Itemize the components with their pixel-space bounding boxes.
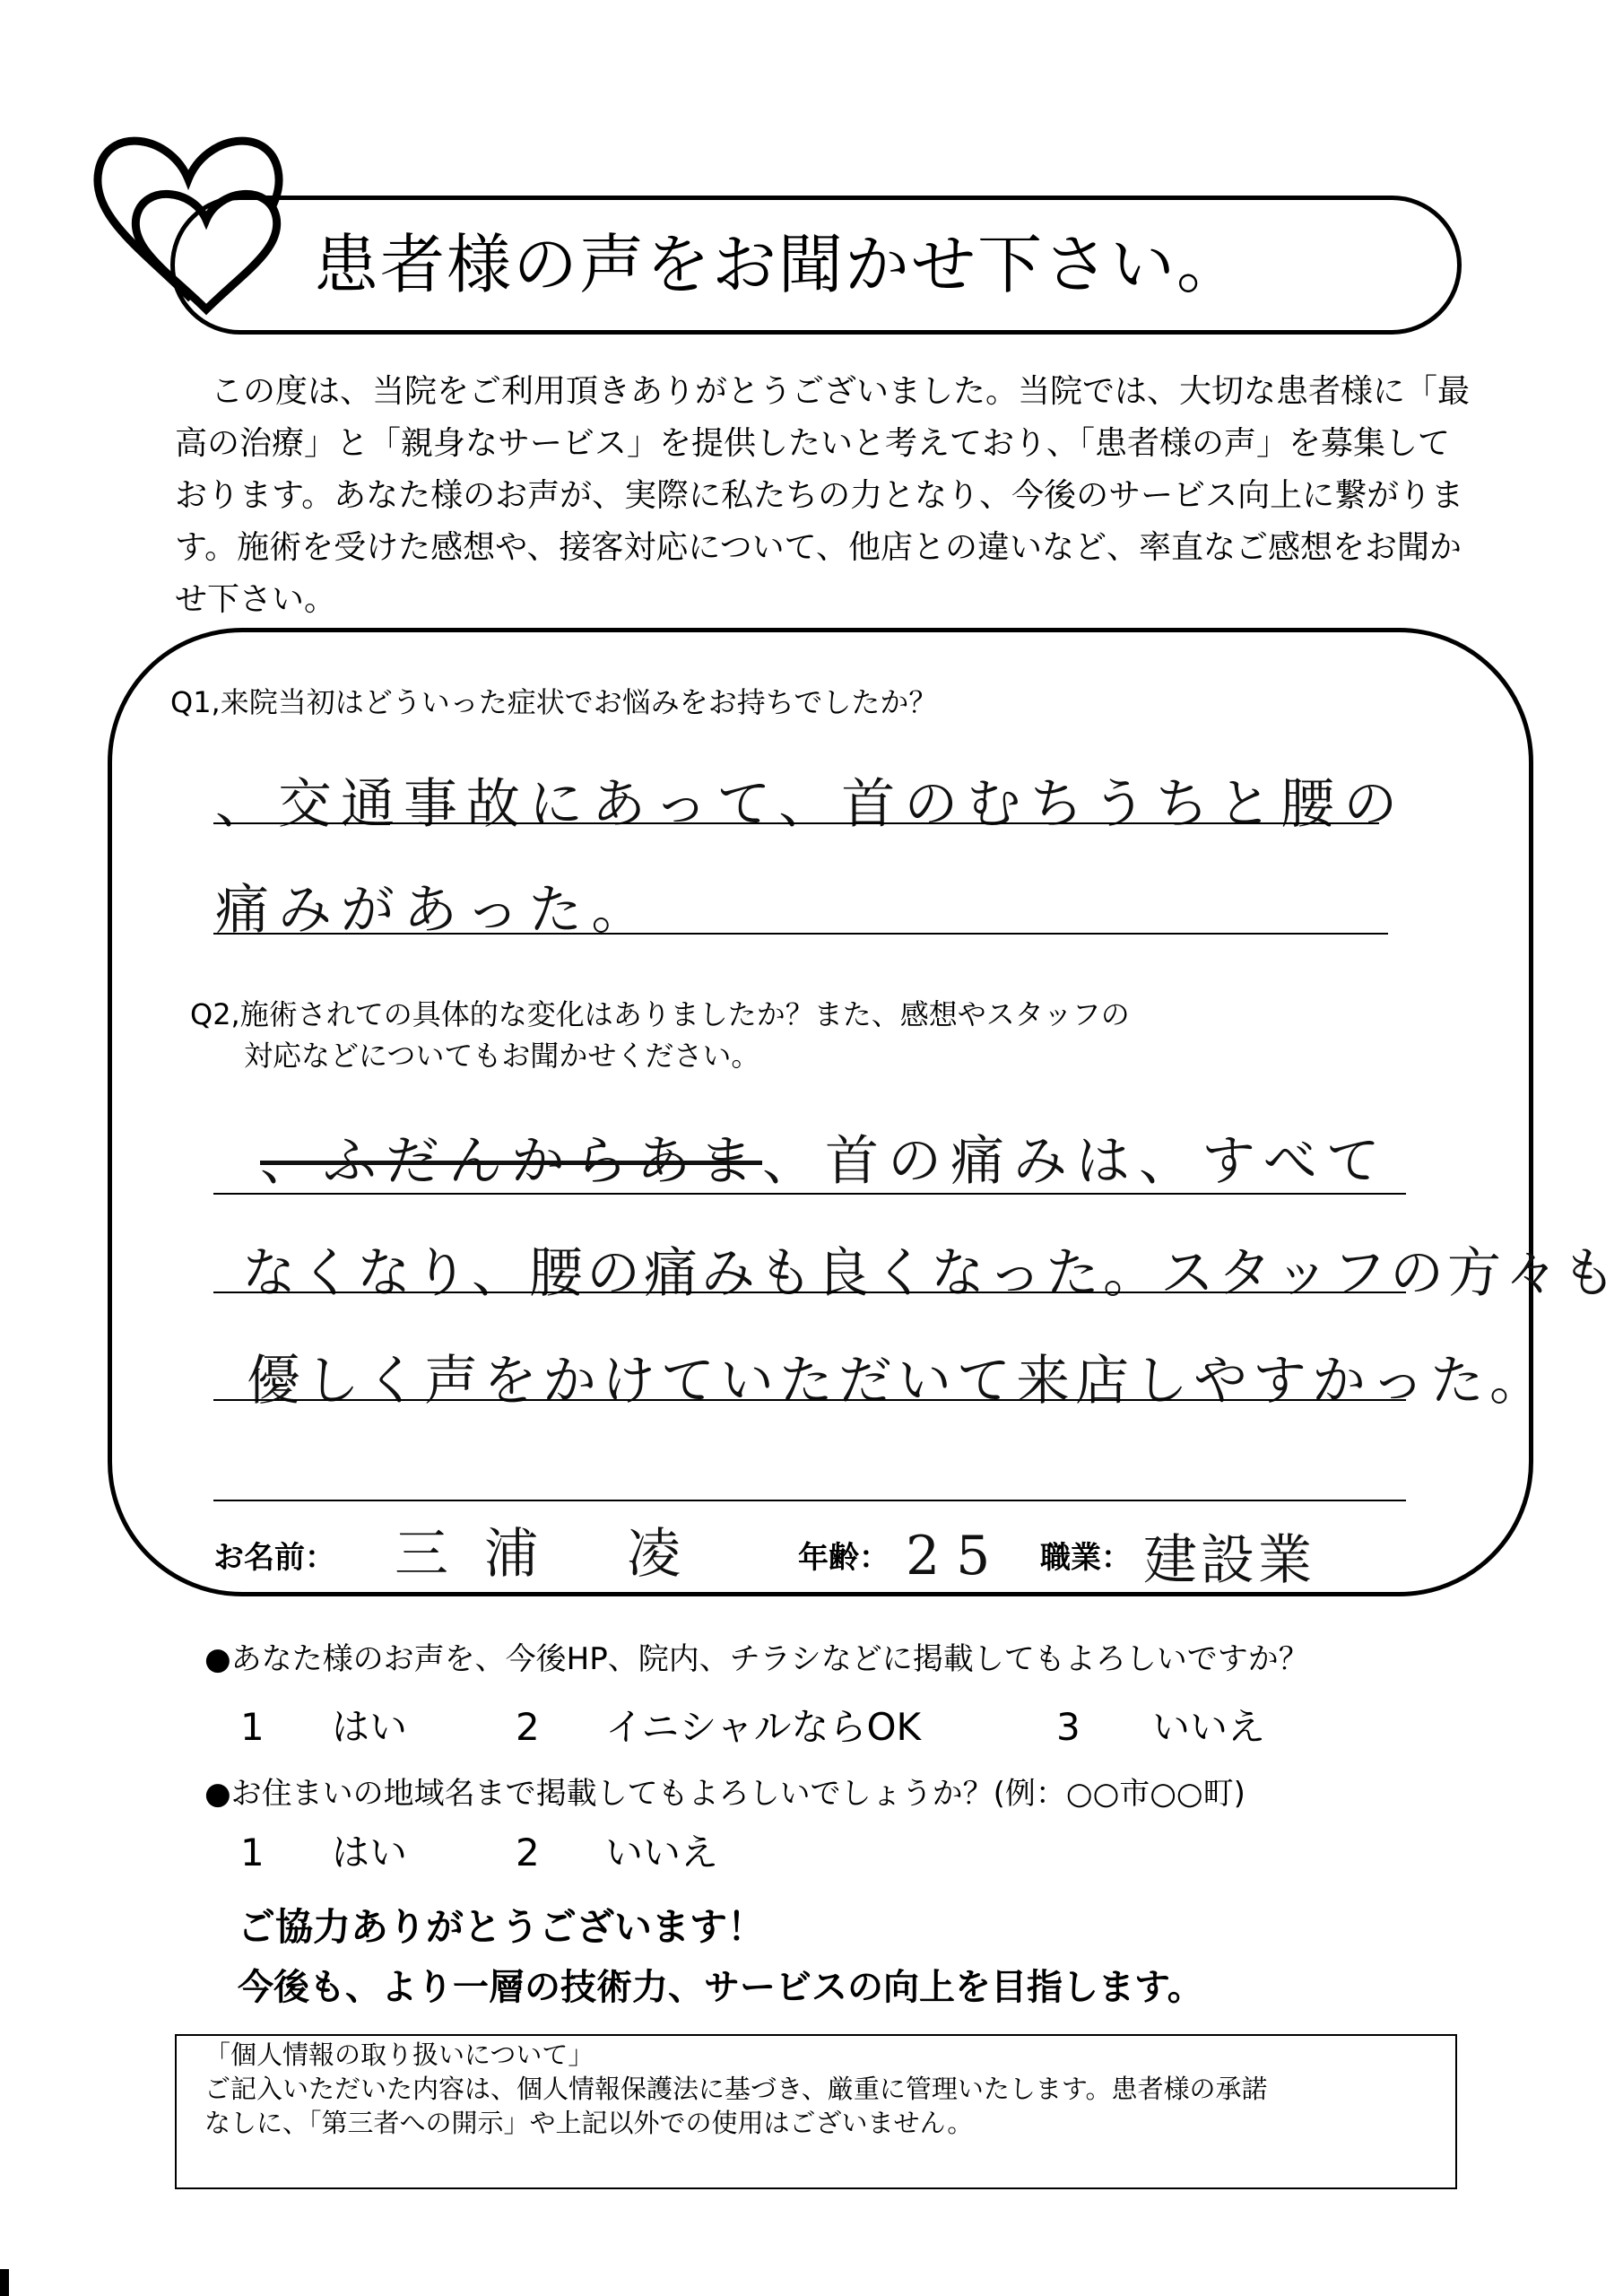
thanks-line1: ご協力ありがとうございます！ — [238, 1905, 766, 1949]
consent1-option-num: 2 — [516, 1705, 540, 1749]
page-title: 患者様の声をお聞かせ下さい。 — [314, 227, 1244, 302]
consent1-option-num: 3 — [1056, 1705, 1081, 1749]
answer-rule — [213, 1399, 1406, 1401]
age-value: 25 — [906, 1525, 1007, 1587]
answer-rule — [213, 933, 1388, 935]
name-value: 三浦 凌 — [395, 1523, 717, 1586]
scan-edge-mark — [0, 2269, 9, 2296]
answer-rule — [213, 1193, 1406, 1195]
privacy-line1: ご記入いただいた内容は、個人情報保護法に基づき、厳重に管理いたします。患者様の承諾 — [204, 2074, 1268, 2104]
q2-label-line2: 対応などについてもお聞かせください。 — [244, 1039, 760, 1073]
consent2-option-yes[interactable]: はい — [332, 1831, 408, 1874]
intro-paragraph: この度は、当院をご利用頂きありがとうございました。当院では、大切な患者様に「最高の治療」と「親身なサービス」を提供したいと考えており、「患者様の声」を募集しております。あなた様のお声が、実際に私たちの力となり、今後のサービス向上に繋がります。施術を受けた感想や、接客対応について、他店との違いなど、率直なご感想をお聞かせ下さい。 — [175, 373, 1471, 618]
q1-answer-line: 、交通事故にあって、首のむちうちと腰の — [215, 773, 1407, 836]
q2-answer-rest: 、首の痛みは、すべて — [762, 1130, 1389, 1193]
q1-answer-line: 痛みがあった。 — [215, 879, 655, 942]
consent1-option-initials[interactable]: イニシャルならOK — [605, 1705, 922, 1749]
q1-label: Q1,来院当初はどういった症状でお悩みをお持ちでしたか？ — [170, 685, 938, 719]
thanks-line2: 今後も、より一層の技術力、サービスの向上を目指します。 — [238, 1967, 1203, 2008]
q2-answer-line: 優しく声をかけていただいて来店しやすかった。 — [247, 1350, 1549, 1413]
privacy-line2: なしに、「第三者への開示」や上記以外での使用はございません。 — [204, 2108, 974, 2138]
consent1-option-no[interactable]: いいえ — [1152, 1705, 1266, 1749]
answer-rule — [213, 1500, 1406, 1501]
struck-text: 、ふだんからあま — [260, 1130, 762, 1193]
consent2-question: ●お住まいの地域名まで掲載してもよろしいでしょうか？(例：○○市○○町) — [204, 1776, 1245, 1812]
q2-answer-line — [260, 1130, 1389, 1193]
q2-answer-line: なくなり、腰の痛みも良くなった。スタッフの方々も — [242, 1242, 1619, 1305]
privacy-text — [204, 2038, 1451, 2140]
answer-rule — [213, 822, 1379, 824]
consent2-option-num: 1 — [240, 1831, 265, 1874]
answer-rule — [213, 1292, 1406, 1293]
job-label: 職業： — [1040, 1540, 1132, 1576]
consent1-question: ●あなた様のお声を、今後HP、院内、チラシなどに掲載してもよろしいですか？ — [204, 1641, 1309, 1677]
consent2-option-num: 2 — [516, 1831, 540, 1874]
consent1-option-num: 1 — [240, 1705, 265, 1749]
name-label: お名前： — [213, 1540, 335, 1576]
privacy-title: 「個人情報の取り扱いについて」 — [204, 2039, 595, 2070]
job-value: 建設業 — [1143, 1529, 1315, 1592]
age-label: 年齢： — [798, 1540, 890, 1576]
consent1-option-yes[interactable]: はい — [332, 1705, 408, 1749]
q2-label — [190, 994, 1428, 1076]
q2-label-line1: Q2,施術されての具体的な変化はありましたか？また、感想やスタッフの — [190, 997, 1130, 1031]
consent2-option-no[interactable]: いいえ — [605, 1831, 719, 1874]
